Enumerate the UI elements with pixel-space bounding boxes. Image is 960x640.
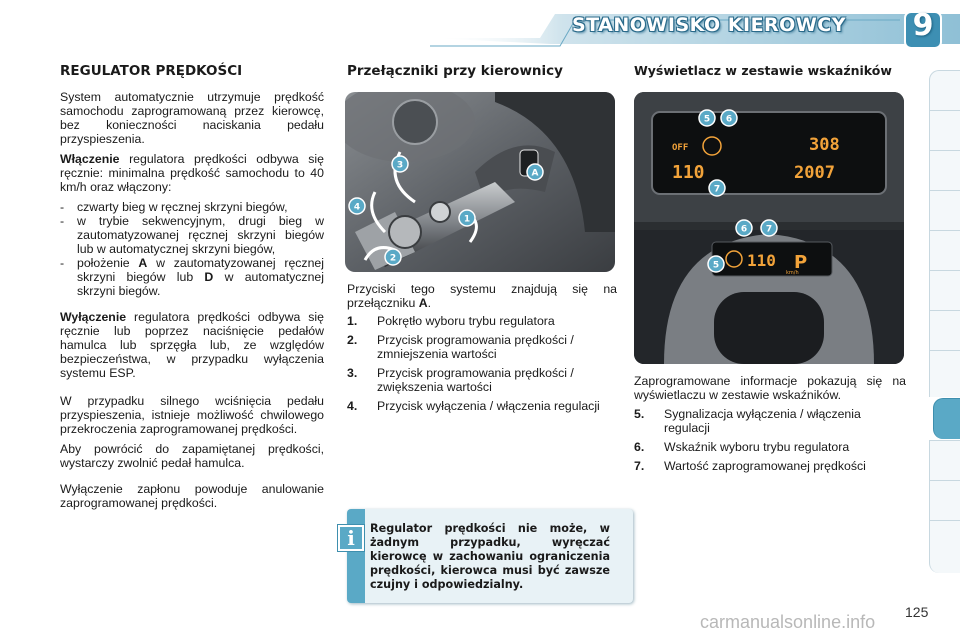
side-tab[interactable] <box>929 230 960 271</box>
list-item: 6. Wskaźnik wyboru trybu regulatora <box>634 440 850 454</box>
side-tab[interactable] <box>929 190 960 231</box>
svg-text:6: 6 <box>725 114 733 125</box>
callout-A <box>527 164 543 180</box>
section-heading: REGULATOR PRĘDKOŚCI <box>60 63 243 79</box>
svg-text:4: 4 <box>353 202 361 213</box>
svg-text:7: 7 <box>713 184 721 195</box>
list-item: - w trybie sekwencyjnym, drugi bieg w zautomatyzowanej ręcznej skrzyni biegów lub w automatycznej skrzyni biegów, <box>60 214 324 256</box>
paragraph: Wyłączenie zapłonu powoduje anulowanie zaprogramowanej prędkości. <box>60 482 324 510</box>
callout-6 <box>721 110 737 126</box>
callout-5 <box>708 256 724 272</box>
list-item: - czwarty bieg w ręcznej skrzyni biegów, <box>60 200 324 214</box>
side-tab[interactable] <box>929 270 960 311</box>
display-items-list <box>634 407 906 473</box>
middle-column <box>347 282 617 418</box>
paragraph: Przyciski tego systemu znajdują się na przełączniku A. <box>347 282 617 310</box>
paragraph: System automatycznie utrzymuje prędkość samochodu zaprogramowaną przez kierowcę, bez konieczności naciskania pedału przyspieszenia. <box>60 90 324 146</box>
side-tab[interactable] <box>929 440 960 481</box>
switch-items-list <box>347 314 617 413</box>
list-item: 2. Przycisk programowania prędkości / zmniejszenia wartości <box>347 333 574 361</box>
side-tab[interactable] <box>929 110 960 151</box>
right-heading-wrap <box>634 64 914 78</box>
list-item: 1. Pokrętło wyboru trybu regulatora <box>347 314 555 328</box>
callout-5 <box>699 110 715 126</box>
side-tab[interactable] <box>929 350 960 397</box>
svg-text:5: 5 <box>703 114 711 125</box>
left-column <box>60 64 324 516</box>
chapter-number: 9 <box>912 8 934 43</box>
side-tab[interactable] <box>929 520 960 573</box>
svg-text:km/h: km/h <box>786 270 799 276</box>
callout-7 <box>761 220 777 236</box>
callout-2 <box>385 249 401 265</box>
svg-text:A: A <box>531 168 539 179</box>
right-column <box>634 374 906 478</box>
info-text: Regulator prędkości nie może, w żadnym przypadku, wyręczać kierowcę w zachowaniu ograniczenia prędkości, kierowca musi być zawsze czujny i odpowiedzialny. <box>370 522 610 591</box>
steering-switch-photo <box>345 92 615 272</box>
svg-text:6: 6 <box>740 224 748 235</box>
page-number: 125 <box>905 604 929 620</box>
list-item: - położenie A w zautomatyzowanej ręcznej skrzyni biegów lub D w automatycznej skrzyni biegów. <box>60 256 324 298</box>
side-tab[interactable] <box>929 70 960 111</box>
paragraph: Włączenie regulatora prędkości odbywa się ręcznie: minimalna prędkość samochodu to 40 km/h oraz włączony: <box>60 152 324 194</box>
svg-text:5: 5 <box>712 260 720 271</box>
svg-text:110: 110 <box>672 162 705 183</box>
paragraph: Wyłączenie regulatora prędkości odbywa się ręcznie lub poprzez naciśnięcie pedałów hamulca lub sprzęgła lub, ze względów bezpieczeństwa, w przypadku wyłączenia systemu ESP. <box>60 310 324 380</box>
paragraph: Zaprogramowane informacje pokazują się na wyświetlaczu w zestawie wskaźników. <box>634 374 906 402</box>
paragraph: Aby powrócić do zapamiętanej prędkości, wystarczy zwolnić pedał hamulca. <box>60 442 324 470</box>
side-tab-active[interactable] <box>933 398 960 439</box>
list-item: 4. Przycisk wyłączenia / włączenia regulacji <box>347 399 600 413</box>
info-icon: i <box>338 525 364 551</box>
callout-3 <box>392 156 408 172</box>
side-tab[interactable] <box>929 480 960 521</box>
callout-4 <box>349 198 365 214</box>
list-item: 5. Sygnalizacja wyłączenia / włączenia regulacji <box>634 407 861 435</box>
list-item: 7. Wartość zaprogramowanej prędkości <box>634 459 866 473</box>
paragraph: W przypadku silnego wciśnięcia pedału przyspieszenia, istnieje możliwość chwilowego przekroczenia zaprogramowanej prędkości. <box>60 394 324 436</box>
gear-conditions-list <box>60 200 324 298</box>
svg-text:308: 308 <box>809 135 840 155</box>
middle-heading-wrap <box>347 64 617 78</box>
page-title: STANOWISKO KIEROWCY <box>572 14 846 36</box>
side-tab[interactable] <box>929 310 960 351</box>
svg-text:110: 110 <box>747 251 776 270</box>
list-item: 3. Przycisk programowania prędkości / zwiększenia wartości <box>347 366 574 394</box>
section-heading: Przełączniki przy kierownicy <box>347 63 563 79</box>
section-heading: Wyświetlacz w zestawie wskaźników <box>634 63 892 78</box>
instrument-display-photo <box>634 92 904 364</box>
svg-text:P: P <box>794 252 808 273</box>
svg-text:1: 1 <box>463 214 471 225</box>
side-tab[interactable] <box>929 150 960 191</box>
callout-6 <box>736 220 752 236</box>
svg-text:OFF: OFF <box>672 143 689 153</box>
watermark: carmanualsonline.info <box>700 612 876 632</box>
svg-text:7: 7 <box>765 224 773 235</box>
callout-1 <box>459 210 475 226</box>
svg-text:2: 2 <box>389 253 397 264</box>
svg-text:2007: 2007 <box>794 163 835 183</box>
svg-text:3: 3 <box>396 160 404 171</box>
callout-7 <box>709 180 725 196</box>
